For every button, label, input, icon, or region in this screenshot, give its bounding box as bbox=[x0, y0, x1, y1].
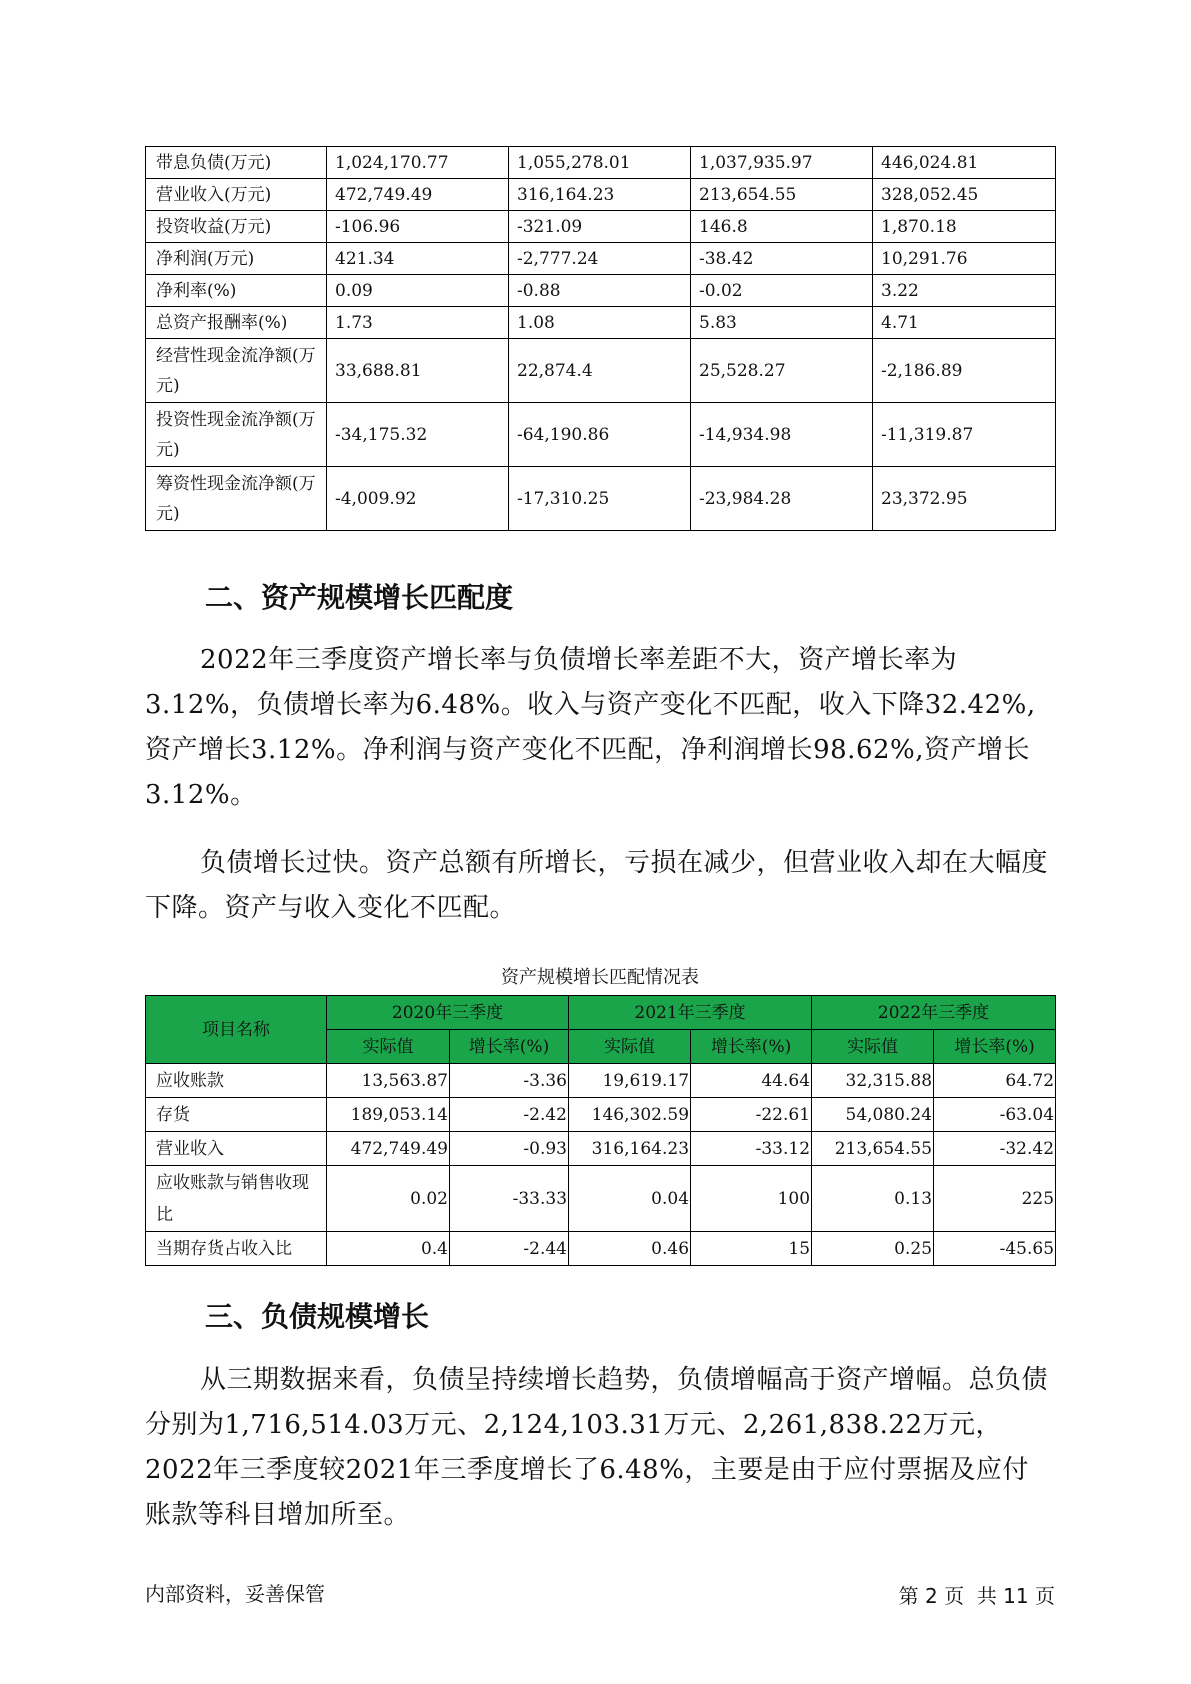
cell: 189,053.14 bbox=[327, 1098, 450, 1132]
row-label: 营业收入 bbox=[146, 1132, 327, 1166]
asset-growth-match-table bbox=[145, 995, 1056, 1266]
table-row bbox=[146, 339, 1056, 403]
growth-header: 增长率(%) bbox=[934, 1030, 1056, 1064]
cell: 213,654.55 bbox=[812, 1132, 934, 1166]
cell: 1,055,278.01 bbox=[509, 147, 691, 179]
table-row bbox=[146, 403, 1056, 467]
cell: 1,037,935.97 bbox=[691, 147, 873, 179]
cell: -45.65 bbox=[934, 1232, 1056, 1266]
table-row bbox=[146, 243, 1056, 275]
cell: -32.42 bbox=[934, 1132, 1056, 1166]
cell: -0.02 bbox=[691, 275, 873, 307]
row-label: 投资性现金流净额(万元) bbox=[146, 403, 327, 467]
cell: 33,688.81 bbox=[327, 339, 509, 403]
cell: -2.42 bbox=[450, 1098, 569, 1132]
row-label: 净利润(万元) bbox=[146, 243, 327, 275]
actual-header: 实际值 bbox=[327, 1030, 450, 1064]
row-label: 总资产报酬率(%) bbox=[146, 307, 327, 339]
table-row bbox=[146, 179, 1056, 211]
row-label: 带息负债(万元) bbox=[146, 147, 327, 179]
cell: 213,654.55 bbox=[691, 179, 873, 211]
row-label: 净利率(%) bbox=[146, 275, 327, 307]
cell: -11,319.87 bbox=[873, 403, 1056, 467]
table-row bbox=[146, 1166, 1056, 1232]
table-row bbox=[146, 307, 1056, 339]
cell: 0.46 bbox=[569, 1232, 691, 1266]
paragraph: 负债增长过快。资产总额有所增长，亏损在减少，但营业收入却在大幅度下降。资产与收入变化不匹配。 bbox=[145, 848, 1049, 923]
section-heading: 二、资产规模增长匹配度 bbox=[205, 581, 514, 614]
table-row bbox=[146, 467, 1056, 531]
row-label: 应收账款 bbox=[146, 1064, 327, 1098]
cell: -23,984.28 bbox=[691, 467, 873, 531]
paragraph: 从三期数据来看，负债呈持续增长趋势，负债增幅高于资产增幅。总负债分别为1,716,514.03万元、2,124,103.31万元、2,261,838.22万元，2022年三季度较2021年三季度增长了6.48%，主要是由于应付票据及应付账款等科目增加所至。 bbox=[145, 1365, 1049, 1530]
cell: 0.25 bbox=[812, 1232, 934, 1266]
cell: -321.09 bbox=[509, 211, 691, 243]
cell: 1,024,170.77 bbox=[327, 147, 509, 179]
cell: 1,870.18 bbox=[873, 211, 1056, 243]
cell: 421.34 bbox=[327, 243, 509, 275]
cell: 225 bbox=[934, 1166, 1056, 1232]
growth-header: 增长率(%) bbox=[450, 1030, 569, 1064]
cell: -22.61 bbox=[691, 1098, 812, 1132]
cell: 44.64 bbox=[691, 1064, 812, 1098]
period-header: 2021年三季度 bbox=[569, 996, 812, 1030]
cell: 316,164.23 bbox=[509, 179, 691, 211]
table-row bbox=[146, 211, 1056, 243]
actual-header: 实际值 bbox=[569, 1030, 691, 1064]
cell: -0.93 bbox=[450, 1132, 569, 1166]
actual-header: 实际值 bbox=[812, 1030, 934, 1064]
growth-header: 增长率(%) bbox=[691, 1030, 812, 1064]
cell: -14,934.98 bbox=[691, 403, 873, 467]
cell: 10,291.76 bbox=[873, 243, 1056, 275]
row-label: 经营性现金流净额(万元) bbox=[146, 339, 327, 403]
cell: 3.22 bbox=[873, 275, 1056, 307]
table-row bbox=[146, 1064, 1056, 1098]
row-label: 应收账款与销售收现比 bbox=[146, 1166, 327, 1232]
item-name-header: 项目名称 bbox=[146, 996, 327, 1064]
period-header: 2020年三季度 bbox=[327, 996, 569, 1030]
cell: 0.09 bbox=[327, 275, 509, 307]
table-row bbox=[146, 275, 1056, 307]
row-label: 筹资性现金流净额(万元) bbox=[146, 467, 327, 531]
cell: 22,874.4 bbox=[509, 339, 691, 403]
cell: 316,164.23 bbox=[569, 1132, 691, 1166]
cell: -64,190.86 bbox=[509, 403, 691, 467]
table-row bbox=[146, 1232, 1056, 1266]
cell: 54,080.24 bbox=[812, 1098, 934, 1132]
cell: 328,052.45 bbox=[873, 179, 1056, 211]
row-label: 存货 bbox=[146, 1098, 327, 1132]
row-label: 营业收入(万元) bbox=[146, 179, 327, 211]
financial-indicators-table bbox=[145, 146, 1056, 531]
table-row bbox=[146, 1098, 1056, 1132]
cell: -63.04 bbox=[934, 1098, 1056, 1132]
page-number: 第 2 页 共 11 页 bbox=[898, 1584, 1055, 1608]
row-label: 当期存货占收入比 bbox=[146, 1232, 327, 1266]
cell: 0.13 bbox=[812, 1166, 934, 1232]
cell: -3.36 bbox=[450, 1064, 569, 1098]
cell: -106.96 bbox=[327, 211, 509, 243]
header-row bbox=[146, 996, 1056, 1030]
table-row bbox=[146, 1132, 1056, 1166]
cell: 446,024.81 bbox=[873, 147, 1056, 179]
cell: -33.12 bbox=[691, 1132, 812, 1166]
cell: -0.88 bbox=[509, 275, 691, 307]
confidential-note: 内部资料，妥善保管 bbox=[145, 1582, 325, 1606]
cell: -2,777.24 bbox=[509, 243, 691, 275]
cell: 64.72 bbox=[934, 1064, 1056, 1098]
cell: -4,009.92 bbox=[327, 467, 509, 531]
table-caption: 资产规模增长匹配情况表 bbox=[501, 967, 699, 988]
cell: 23,372.95 bbox=[873, 467, 1056, 531]
cell: 15 bbox=[691, 1232, 812, 1266]
cell: 32,315.88 bbox=[812, 1064, 934, 1098]
row-label: 投资收益(万元) bbox=[146, 211, 327, 243]
cell: -2,186.89 bbox=[873, 339, 1056, 403]
cell: 4.71 bbox=[873, 307, 1056, 339]
period-header: 2022年三季度 bbox=[812, 996, 1056, 1030]
cell: -33.33 bbox=[450, 1166, 569, 1232]
cell: 1.08 bbox=[509, 307, 691, 339]
cell: 100 bbox=[691, 1166, 812, 1232]
cell: 13,563.87 bbox=[327, 1064, 450, 1098]
cell: -38.42 bbox=[691, 243, 873, 275]
cell: 19,619.17 bbox=[569, 1064, 691, 1098]
cell: 146,302.59 bbox=[569, 1098, 691, 1132]
cell: -34,175.32 bbox=[327, 403, 509, 467]
cell: 1.73 bbox=[327, 307, 509, 339]
cell: 25,528.27 bbox=[691, 339, 873, 403]
cell: 0.4 bbox=[327, 1232, 450, 1266]
cell: -2.44 bbox=[450, 1232, 569, 1266]
cell: 472,749.49 bbox=[327, 179, 509, 211]
cell: 472,749.49 bbox=[327, 1132, 450, 1166]
paragraph: 2022年三季度资产增长率与负债增长率差距不大，资产增长率为3.12%，负债增长率为6.48%。收入与资产变化不匹配，收入下降32.42%,资产增长3.12%。净利润与资产变化不匹配，净利润增长98.62%,资产增长3.12%。 bbox=[145, 645, 1036, 810]
table-row bbox=[146, 147, 1056, 179]
section-heading: 三、负债规模增长 bbox=[205, 1300, 430, 1333]
cell: 0.04 bbox=[569, 1166, 691, 1232]
cell: 146.8 bbox=[691, 211, 873, 243]
cell: -17,310.25 bbox=[509, 467, 691, 531]
cell: 0.02 bbox=[327, 1166, 450, 1232]
cell: 5.83 bbox=[691, 307, 873, 339]
